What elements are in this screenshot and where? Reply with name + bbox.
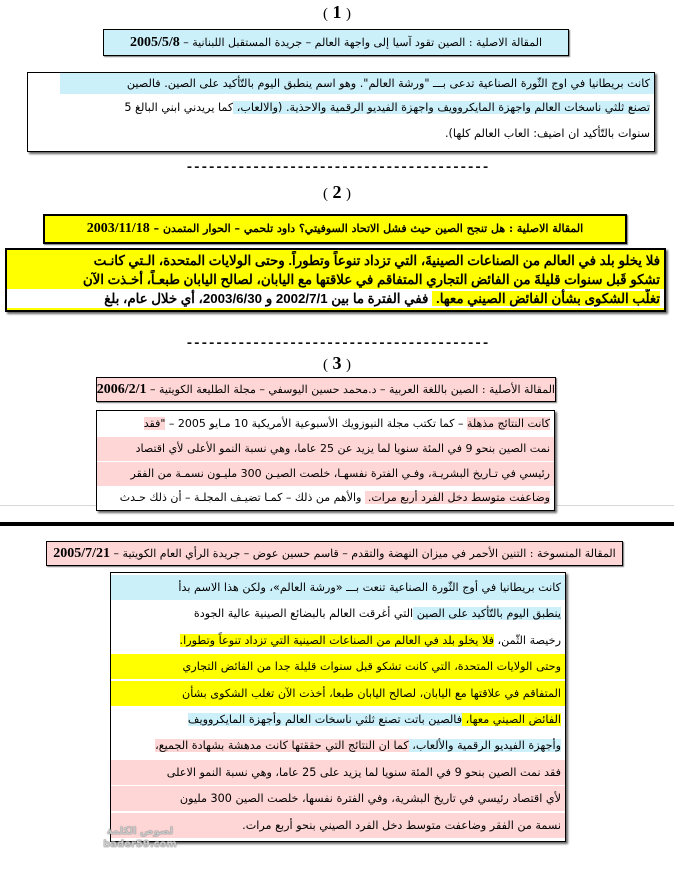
article-box-1 xyxy=(27,72,655,152)
text-line xyxy=(111,707,565,732)
text-line: سنوات بالتّأكيد ان اضيف: العاب العالم كلها). xyxy=(444,127,650,140)
highlight: فلا يخلو بلد في العالم من الصناعات الصينية التي تزداد تنوعاً وتطورا. xyxy=(179,633,494,647)
source-date: 2005/5/8 xyxy=(129,35,180,50)
highlight: لأي اقتصاد رئيسي في تاريخ البشرية، وفي الفترة نفسها، خلصت الصين 300 مليون xyxy=(179,792,561,806)
highlight: تغلّب الشكوى بشأن الفائض الصيني معها. xyxy=(432,291,660,306)
source-date: 2003/11/18 xyxy=(86,221,150,236)
article-box-2 xyxy=(5,248,666,312)
plain-text: التي أغرقت العالم بالبضائع الصينية عالية الجودة xyxy=(193,607,414,621)
plain-text: رخيصة الثّمن، xyxy=(494,633,561,647)
source-title: المقالة المنسوخة : التنين الأحمر في ميزان النهضة والتقدم – قاسم حسين عوض – جريدة الرأي العام الكويتية – xyxy=(110,547,616,560)
source-date: 2006/2/1 xyxy=(96,382,147,397)
source-header-1 xyxy=(103,29,569,56)
highlight: كانت النتائج مذهلة xyxy=(466,417,550,430)
plain-text: والأهم من ذلك – كمـا تضيـف المجلـة – أن ذلك حـدث xyxy=(119,491,365,504)
highlight: نسمة من الفقر وضاعفت متوسط دخل الفرد الصيني بنحو أربع مرات. xyxy=(242,818,561,832)
text-line: رئيسي في تـاريخ البشريـة، وفـي الفترة نفسهـا، خلصت الصيـن 300 مليـون نسمـة من الفقر xyxy=(97,462,554,486)
highlight: الفائض الصيني معها، xyxy=(462,713,561,726)
text-line xyxy=(111,601,565,626)
text-line xyxy=(28,97,654,118)
source-date: 2005/7/21 xyxy=(53,546,111,561)
text-line xyxy=(97,486,554,510)
highlight: فالصين باتت تصنع ثلثي ناسخات العالم وأجهزة المايكروويف xyxy=(187,713,463,726)
divider-dashes: ----------------------------------------- xyxy=(185,336,489,352)
text-line xyxy=(111,628,565,653)
text-line xyxy=(97,412,554,436)
text-line: فلا يخلو بلد في العالم من الصناعات الصينيةَ، التي تزداد تنوعاً وتطوراً. وحتى الولايات المتحدة، الـتي كانـت xyxy=(93,253,660,268)
watermark xyxy=(100,825,180,851)
highlight: "فقد xyxy=(143,417,166,430)
source-title: المقالة الاصلية : الصين تقود آسيا إلى واجهة العالم – جريدة المستقبل اللبنانية – xyxy=(179,36,543,49)
highlight: ينطبق اليوم بالتّأكيد على الصين xyxy=(413,607,561,621)
source-header-copied xyxy=(46,541,623,566)
highlight: كانت بريطانيا في أوج الثّورة الصناعية تنعت بـــ «ورشة العالم»، ولكن هذا الاسم بدأ xyxy=(178,581,561,594)
text-line xyxy=(111,681,565,706)
text-line: كانت بريطانيا في اوج الثّورة الصناعية تدعى بـــ "ورشة العالم". وهو اسم ينطبق اليوم بالتّأكيد على الصين. فالصين xyxy=(60,73,654,94)
watermark-line1: لصوص الكلمة xyxy=(106,826,174,837)
highlight: المتفاقم في علاقتها مع اليابان، لصالح اليابان طبعا، أخذت الآن تغلب الشكوى بشأن xyxy=(182,686,561,700)
text-line: نمت الصين بنحو 9 في المئة سنويا لما يزيد عن 25 عاما، وهي نسبة النمو الأعلى لأي اقتصاد xyxy=(97,437,554,461)
highlight: تصنع ثلثي ناسخات العالم واجهزة المايكروويف واجهزة الفيديو الرقمية والاحذية. (والالعاب، xyxy=(233,101,650,114)
highlight: وضاعفت متوسط دخل الفرد أربع مرات. xyxy=(365,491,550,504)
text-line: تشكو قَبل سنوات قليلةَ من الفائض التجاري المتفاقم في علاقتها مع اليابان، لصالح اليابان طبعـاً، أخـذت الآن xyxy=(82,272,660,287)
text-line xyxy=(111,654,565,679)
source-header-3 xyxy=(96,377,556,402)
section-number-1: ( 1 ) xyxy=(323,2,351,22)
section-number-2: ( 2 ) xyxy=(323,182,351,202)
plain-text: كما يريدني ابني البالغ 5 xyxy=(124,101,234,114)
plain-text: ففي الفترة ما بين 2002/7/1 و 2003/6/30، أي خلال عام، بلغ xyxy=(104,291,433,306)
text-line xyxy=(111,786,565,811)
text-line xyxy=(111,760,565,785)
text-line xyxy=(7,289,664,308)
highlight: فقد نمت الصين بنحو 9 في المئة سنويا لما يزيد على 25 عاما، وهي نسبة النمو الاعلى xyxy=(166,765,561,779)
divider-dashes: ----------------------------------------- xyxy=(185,160,489,176)
article-box-3 xyxy=(96,410,555,511)
article-box-copied xyxy=(110,572,566,842)
highlight: وأجهزة الفيديو الرقمية والألعاب، xyxy=(408,739,561,753)
section-number-3: ( 3 ) xyxy=(323,353,351,373)
plain-text: – كما تكتب مجلة النيوزويك الأسبوعية الأمريكية 10 مـايو 2005 – xyxy=(165,417,467,430)
section-divider-thick xyxy=(0,522,674,526)
source-header-2 xyxy=(43,214,627,244)
highlight: كما ان النتائج التي حققتها كانت مدهشة بشهادة الجميع، xyxy=(155,739,409,753)
text-line xyxy=(111,575,565,600)
source-title: المقالة الأصلية : الصين باللغة العربية – د.محمد حسين اليوسفي – مجلة الطليعة الكويتية – xyxy=(146,383,555,396)
source-title: المقالة الاصلية : هل تنجح الصين حيث فشل الاتحاد السوفيتي؟ داود تلحمي – الحوار المتمدن – xyxy=(149,222,584,235)
highlight: وحتى الولايات المتحدة، التي كانت تشكو قبل سنوات قليلة جدا من الفائض التجاري xyxy=(182,660,561,674)
text-line xyxy=(111,733,565,758)
watermark-line2: bader59.com xyxy=(103,839,177,850)
